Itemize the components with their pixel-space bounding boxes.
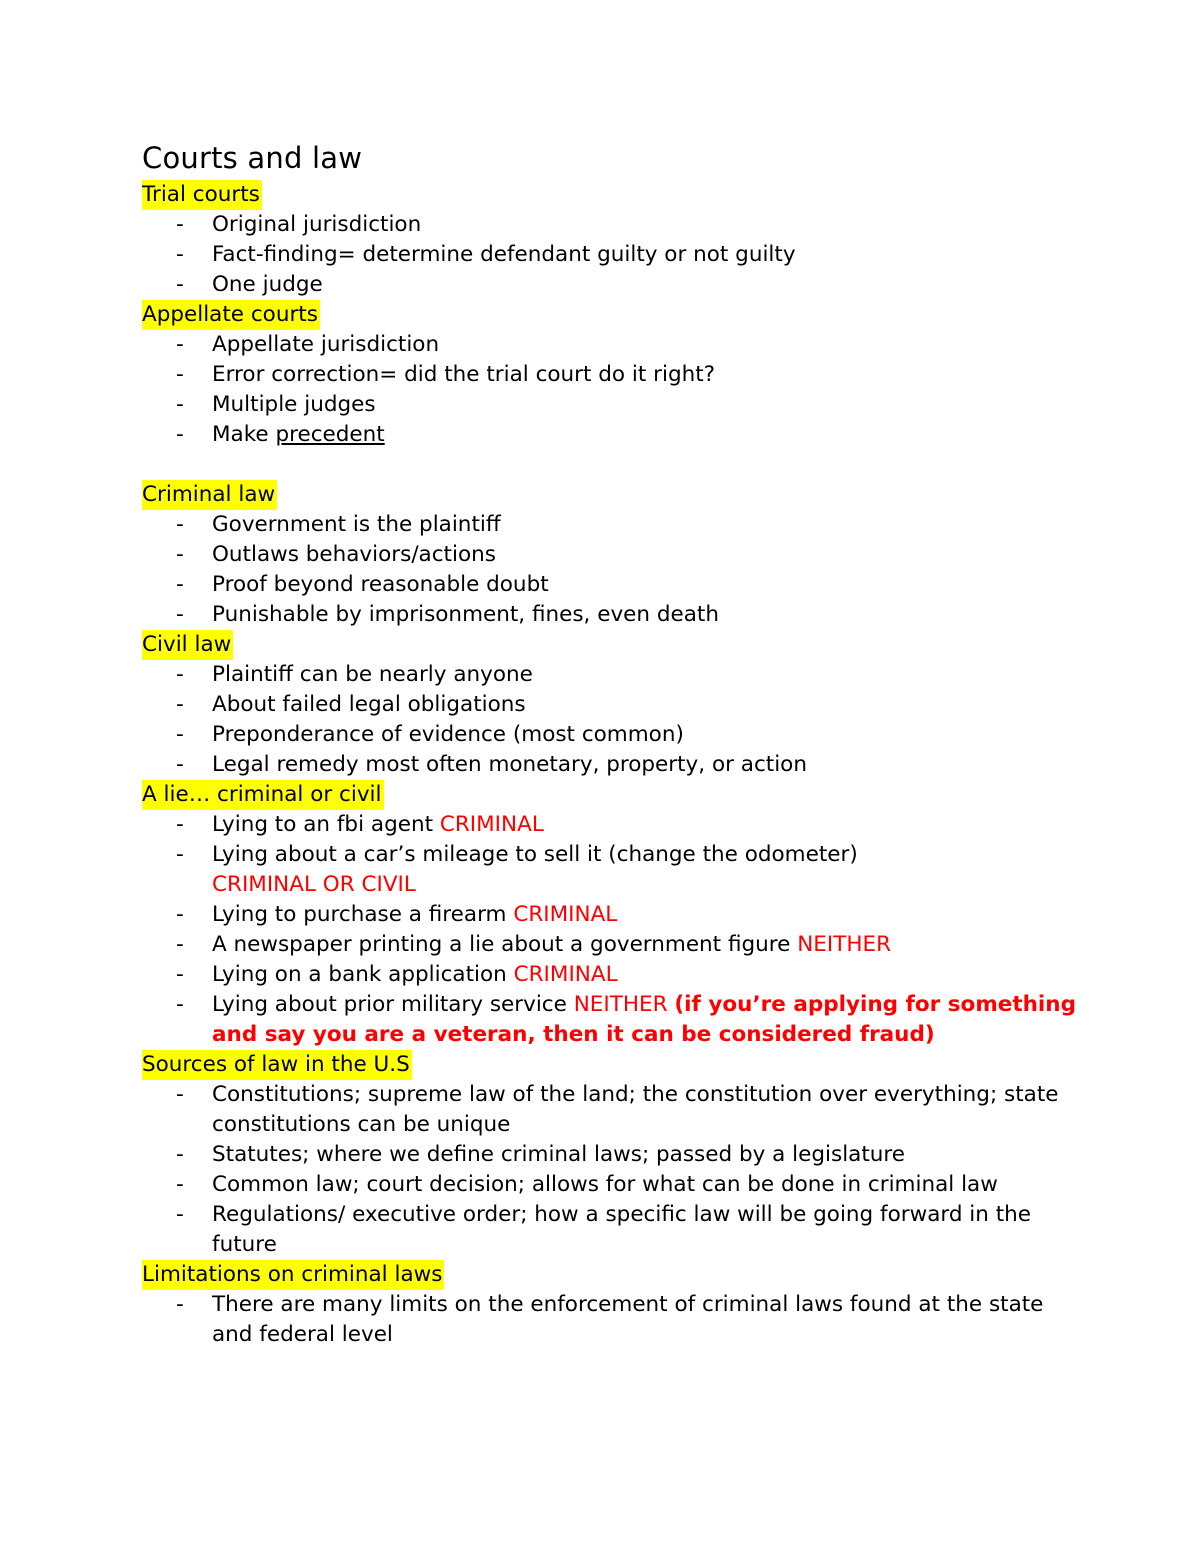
dash-bullet-icon: -: [176, 962, 184, 987]
dash-bullet-icon: -: [176, 212, 184, 237]
dash-bullet-icon: -: [176, 1172, 184, 1197]
underlined-term: precedent: [275, 422, 385, 447]
section-appellate-courts: [142, 300, 1082, 450]
dash-bullet-icon: -: [176, 332, 184, 357]
dash-bullet-icon: -: [176, 422, 184, 447]
verdict-label: CRIMINAL: [439, 812, 544, 837]
list-item: - Multiple judges: [142, 390, 1082, 420]
dash-bullet-icon: -: [176, 1142, 184, 1167]
dash-bullet-icon: -: [176, 362, 184, 387]
section-lie-criminal-or-civil: [142, 780, 1082, 1050]
bullet-list: [142, 210, 1082, 300]
list-item: - A newspaper printing a lie about a government figure NEITHER: [142, 930, 1082, 960]
verdict-label: CRIMINAL: [513, 902, 618, 927]
bullet-list: [142, 1290, 1082, 1350]
list-item: - Lying to purchase a firearm CRIMINAL: [142, 900, 1082, 930]
list-item: - Government is the plaintiff: [142, 510, 1082, 540]
dash-bullet-icon: -: [176, 992, 184, 1017]
list-item: - Original jurisdiction: [142, 210, 1082, 240]
list-item: - One judge: [142, 270, 1082, 300]
list-item: - Plaintiff can be nearly anyone: [142, 660, 1082, 690]
list-item: - Proof beyond reasonable doubt: [142, 570, 1082, 600]
verdict-label: CRIMINAL OR CIVIL: [212, 872, 416, 897]
document-page: [142, 138, 1082, 1350]
dash-bullet-icon: -: [176, 662, 184, 687]
dash-bullet-icon: -: [176, 542, 184, 567]
list-item: - Lying about prior military service NEITHER (if you’re applying for something and say you are a veteran, then it can be considered fraud): [176, 992, 1076, 1047]
dash-bullet-icon: -: [176, 1202, 184, 1227]
section-heading: Appellate courts: [142, 300, 320, 330]
dash-bullet-icon: -: [176, 512, 184, 537]
section-heading: A lie… criminal or civil: [142, 780, 384, 810]
section-heading: Trial courts: [142, 180, 262, 210]
dash-bullet-icon: -: [176, 842, 184, 867]
list-item: - Lying to an fbi agent CRIMINAL: [142, 810, 1082, 840]
dash-bullet-icon: -: [176, 722, 184, 747]
list-item: - There are many limits on the enforcement of criminal laws found at the state and federal level: [176, 1292, 1044, 1347]
list-item: - Punishable by imprisonment, fines, even death: [142, 600, 1082, 630]
list-item: - Outlaws behaviors/actions: [142, 540, 1082, 570]
verdict-label: NEITHER: [573, 992, 675, 1017]
section-heading: Sources of law in the U.S: [142, 1050, 412, 1080]
dash-bullet-icon: -: [176, 1292, 184, 1317]
bullet-list: [142, 660, 1082, 780]
section-civil-law: [142, 630, 1082, 780]
dash-bullet-icon: -: [176, 692, 184, 717]
list-item: - About failed legal obligations: [142, 690, 1082, 720]
verdict-label: NEITHER: [797, 932, 892, 957]
dash-bullet-icon: -: [176, 932, 184, 957]
list-item: - Constitutions; supreme law of the land; the constitution over everything; state constitutions can be unique: [176, 1082, 1059, 1137]
bullet-list: [142, 1080, 1082, 1260]
list-item: - Lying about a car’s mileage to sell it (change the odometer) CRIMINAL OR CIVIL: [176, 842, 858, 897]
list-item: - Fact-finding= determine defendant guilty or not guilty: [142, 240, 1082, 270]
dash-bullet-icon: -: [176, 752, 184, 777]
dash-bullet-icon: -: [176, 902, 184, 927]
verdict-note: (if you’re applying for something and say you are a veteran, then it can be considered fraud): [212, 992, 1076, 1047]
list-item: - Common law; court decision; allows for what can be done in criminal law: [142, 1170, 1082, 1200]
list-item: - Make precedent: [142, 420, 1082, 450]
list-item: - Error correction= did the trial court do it right?: [142, 360, 1082, 390]
section-criminal-law: [142, 480, 1082, 630]
section-trial-courts: [142, 180, 1082, 300]
bullet-list: [142, 810, 1082, 1050]
section-heading: Civil law: [142, 630, 233, 660]
dash-bullet-icon: -: [176, 812, 184, 837]
list-item: - Lying on a bank application CRIMINAL: [142, 960, 1082, 990]
section-heading: Criminal law: [142, 480, 277, 510]
list-item: - Regulations/ executive order; how a specific law will be going forward in the future: [176, 1202, 1032, 1257]
dash-bullet-icon: -: [176, 272, 184, 297]
list-item: - Statutes; where we define criminal laws; passed by a legislature: [142, 1140, 1082, 1170]
section-limitations: [142, 1260, 1082, 1350]
dash-bullet-icon: -: [176, 572, 184, 597]
section-heading: Limitations on criminal laws: [142, 1260, 444, 1290]
list-item: - Legal remedy most often monetary, property, or action: [142, 750, 1082, 780]
document-title: Courts and law: [142, 141, 363, 175]
bullet-list: [142, 510, 1082, 630]
verdict-label: CRIMINAL: [513, 962, 618, 987]
dash-bullet-icon: -: [176, 392, 184, 417]
dash-bullet-icon: -: [176, 1082, 184, 1107]
list-item: - Appellate jurisdiction: [142, 330, 1082, 360]
bullet-list: [142, 330, 1082, 450]
section-sources-of-law: [142, 1050, 1082, 1260]
dash-bullet-icon: -: [176, 602, 184, 627]
list-item: - Preponderance of evidence (most common): [142, 720, 1082, 750]
dash-bullet-icon: -: [176, 242, 184, 267]
